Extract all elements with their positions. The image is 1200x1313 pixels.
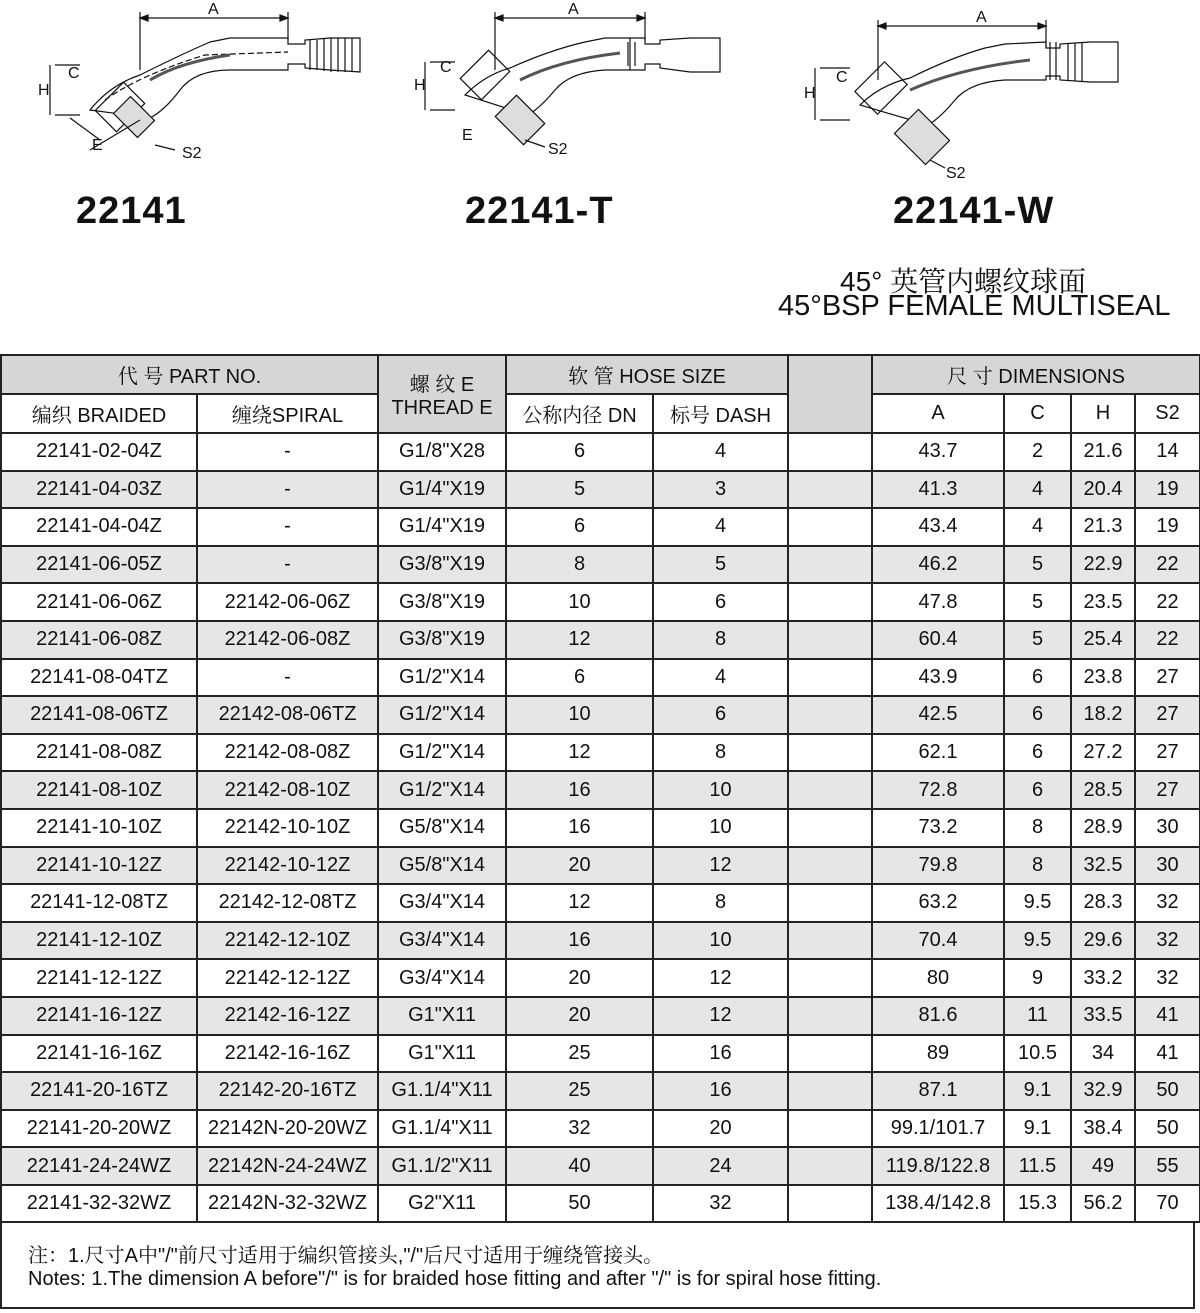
cell-braided: 22141-02-04Z [1, 433, 197, 471]
fitting-drawing-22141 [30, 0, 370, 180]
cell-a: 43.4 [872, 508, 1004, 546]
blank-cell [788, 471, 872, 509]
table-header-row [1, 355, 1200, 394]
cell-a: 63.2 [872, 884, 1004, 922]
cell-thread: G1/2"X14 [378, 696, 506, 734]
blank-cell [788, 583, 872, 621]
model-number: 22141 [76, 190, 187, 232]
cell-a: 42.5 [872, 696, 1004, 734]
table-row [1, 734, 1200, 772]
cell-dash: 5 [653, 546, 788, 584]
cell-dash: 4 [653, 659, 788, 697]
cell-spiral: 22142N-20-20WZ [197, 1110, 378, 1148]
cell-dash: 12 [653, 997, 788, 1035]
cell-thread: G3/8"X19 [378, 621, 506, 659]
cell-dash: 10 [653, 809, 788, 847]
cell-h: 32.9 [1071, 1072, 1135, 1110]
cell-s2: 50 [1135, 1110, 1200, 1148]
dim-h-header: H [1071, 394, 1135, 433]
dim-h-label: H [414, 77, 426, 94]
cell-braided: 22141-06-08Z [1, 621, 197, 659]
cell-h: 49 [1071, 1147, 1135, 1185]
cell-braided: 22141-08-08Z [1, 734, 197, 772]
table-row [1, 696, 1200, 734]
blank-cell [788, 433, 872, 471]
cell-s2: 30 [1135, 847, 1200, 885]
cell-h: 23.5 [1071, 583, 1135, 621]
blank-cell [788, 997, 872, 1035]
cell-a: 70.4 [872, 922, 1004, 960]
cell-c: 9.1 [1004, 1110, 1071, 1148]
cell-s2: 14 [1135, 433, 1200, 471]
blank-cell [788, 659, 872, 697]
cell-dn: 20 [506, 997, 653, 1035]
cell-spiral: 22142-06-08Z [197, 621, 378, 659]
cell-braided: 22141-16-12Z [1, 997, 197, 1035]
cell-h: 27.2 [1071, 734, 1135, 772]
cell-c: 4 [1004, 508, 1071, 546]
thread-header: 螺 纹 E THREAD E [378, 355, 506, 433]
cell-c: 9.5 [1004, 922, 1071, 960]
table-row [1, 809, 1200, 847]
blank-cell [788, 847, 872, 885]
dim-c-label: C [68, 65, 80, 82]
cell-spiral: 22142-12-08TZ [197, 884, 378, 922]
blank-cell [788, 696, 872, 734]
cell-thread: G5/8"X14 [378, 847, 506, 885]
cell-c: 15.3 [1004, 1185, 1071, 1223]
cell-dn: 16 [506, 809, 653, 847]
cell-dn: 16 [506, 922, 653, 960]
cell-h: 38.4 [1071, 1110, 1135, 1148]
dim-c-header: C [1004, 394, 1071, 433]
cell-c: 5 [1004, 621, 1071, 659]
cell-s2: 50 [1135, 1072, 1200, 1110]
cell-dash: 12 [653, 847, 788, 885]
cell-s2: 22 [1135, 546, 1200, 584]
table-row [1, 1147, 1200, 1185]
cell-thread: G1.1/4"X11 [378, 1110, 506, 1148]
product-title-chinese: 45° 英管内螺纹球面 [840, 266, 1087, 297]
cell-braided: 22141-16-16Z [1, 1035, 197, 1073]
cell-dn: 6 [506, 508, 653, 546]
cell-dn: 25 [506, 1072, 653, 1110]
cell-h: 22.9 [1071, 546, 1135, 584]
cell-thread: G1.1/2"X11 [378, 1147, 506, 1185]
cell-h: 33.2 [1071, 959, 1135, 997]
cell-braided: 22141-12-10Z [1, 922, 197, 960]
fitting-drawing-22141-t [410, 0, 750, 180]
cell-dash: 8 [653, 884, 788, 922]
table-row [1, 583, 1200, 621]
cell-h: 28.9 [1071, 809, 1135, 847]
cell-s2: 32 [1135, 959, 1200, 997]
cell-spiral: 22142-08-08Z [197, 734, 378, 772]
cell-dn: 16 [506, 771, 653, 809]
dash-header: 标号 DASH [653, 394, 788, 433]
blank-cell [788, 1147, 872, 1185]
cell-spiral: 22142-10-10Z [197, 809, 378, 847]
cell-braided: 22141-32-32WZ [1, 1185, 197, 1223]
spiral-header: 缠绕SPIRAL [197, 394, 378, 433]
blank-cell [788, 621, 872, 659]
dim-s2-label: S2 [946, 165, 966, 182]
cell-c: 9 [1004, 959, 1071, 997]
cell-h: 18.2 [1071, 696, 1135, 734]
table-row [1, 1035, 1200, 1073]
cell-dn: 6 [506, 659, 653, 697]
cell-spiral: - [197, 508, 378, 546]
cell-thread: G1/4"X19 [378, 508, 506, 546]
dim-e-label: E [462, 127, 473, 144]
notes-box [0, 1221, 1195, 1309]
dim-s2-label: S2 [182, 145, 202, 162]
cell-a: 47.8 [872, 583, 1004, 621]
cell-spiral: 22142-12-10Z [197, 922, 378, 960]
cell-braided: 22141-06-06Z [1, 583, 197, 621]
cell-braided: 22141-10-10Z [1, 809, 197, 847]
spec-table [0, 354, 1200, 1223]
cell-h: 33.5 [1071, 997, 1135, 1035]
cell-a: 87.1 [872, 1072, 1004, 1110]
cell-dash: 6 [653, 696, 788, 734]
table-row [1, 659, 1200, 697]
cell-dn: 5 [506, 471, 653, 509]
cell-s2: 27 [1135, 734, 1200, 772]
product-title-english: 45°BSP FEMALE MULTISEAL [778, 290, 1171, 322]
cell-thread: G3/8"X19 [378, 546, 506, 584]
cell-thread: G1"X11 [378, 997, 506, 1035]
dim-e-label: E [92, 137, 103, 154]
table-row [1, 433, 1200, 471]
cell-dash: 4 [653, 433, 788, 471]
cell-s2: 27 [1135, 771, 1200, 809]
dim-a-header: A [872, 394, 1004, 433]
cell-spiral: 22142-10-12Z [197, 847, 378, 885]
cell-dash: 4 [653, 508, 788, 546]
cell-c: 6 [1004, 696, 1071, 734]
cell-a: 119.8/122.8 [872, 1147, 1004, 1185]
cell-dash: 8 [653, 734, 788, 772]
cell-h: 21.3 [1071, 508, 1135, 546]
table-row [1, 959, 1200, 997]
dim-h-label: H [38, 82, 50, 99]
blank-cell [788, 1072, 872, 1110]
cell-dash: 3 [653, 471, 788, 509]
cell-a: 81.6 [872, 997, 1004, 1035]
part-no-header: 代 号 PART NO. [1, 355, 378, 394]
cell-c: 5 [1004, 583, 1071, 621]
cell-thread: G1/2"X14 [378, 771, 506, 809]
cell-spiral: 22142-20-16TZ [197, 1072, 378, 1110]
blank-cell [788, 922, 872, 960]
note-english: Notes: 1.The dimension A before"/" is for braided hose fitting and after "/" is for spiral hose fitting. [28, 1268, 882, 1290]
cell-c: 6 [1004, 771, 1071, 809]
cell-thread: G1.1/4"X11 [378, 1072, 506, 1110]
cell-spiral: - [197, 471, 378, 509]
cell-a: 62.1 [872, 734, 1004, 772]
table-row [1, 621, 1200, 659]
dim-h-label: H [804, 85, 816, 102]
cell-braided: 22141-20-16TZ [1, 1072, 197, 1110]
dn-header: 公称内径 DN [506, 394, 653, 433]
dimensions-header: 尺 寸 DIMENSIONS [872, 355, 1200, 394]
cell-h: 23.8 [1071, 659, 1135, 697]
cell-braided: 22141-08-04TZ [1, 659, 197, 697]
cell-c: 6 [1004, 734, 1071, 772]
blank-cell [788, 884, 872, 922]
cell-s2: 32 [1135, 922, 1200, 960]
cell-h: 25.4 [1071, 621, 1135, 659]
dim-s2-header: S2 [1135, 394, 1200, 433]
cell-thread: G1"X11 [378, 1035, 506, 1073]
cell-c: 9.5 [1004, 884, 1071, 922]
cell-dn: 6 [506, 433, 653, 471]
cell-braided: 22141-20-20WZ [1, 1110, 197, 1148]
cell-spiral: 22142-16-16Z [197, 1035, 378, 1073]
blank-cell [788, 1185, 872, 1223]
cell-dash: 24 [653, 1147, 788, 1185]
cell-a: 41.3 [872, 471, 1004, 509]
cell-spiral: 22142-08-06TZ [197, 696, 378, 734]
cell-s2: 19 [1135, 471, 1200, 509]
dim-a-label: A [976, 9, 987, 26]
cell-thread: G3/8"X19 [378, 583, 506, 621]
hose-size-header: 软 管 HOSE SIZE [506, 355, 788, 394]
cell-spiral: 22142-06-06Z [197, 583, 378, 621]
model-number: 22141-W [893, 190, 1055, 232]
cell-spiral: 22142N-32-32WZ [197, 1185, 378, 1223]
cell-dash: 20 [653, 1110, 788, 1148]
cell-h: 28.3 [1071, 884, 1135, 922]
cell-dn: 40 [506, 1147, 653, 1185]
dim-c-label: C [440, 59, 452, 76]
cell-a: 79.8 [872, 847, 1004, 885]
cell-thread: G1/8"X28 [378, 433, 506, 471]
cell-s2: 30 [1135, 809, 1200, 847]
cell-h: 21.6 [1071, 433, 1135, 471]
cell-spiral: - [197, 433, 378, 471]
cell-dash: 8 [653, 621, 788, 659]
table-row [1, 508, 1200, 546]
cell-dash: 10 [653, 771, 788, 809]
blank-cell [788, 809, 872, 847]
fitting-drawing-22141-w [800, 0, 1140, 190]
cell-s2: 32 [1135, 884, 1200, 922]
dim-a-label: A [208, 1, 219, 18]
cell-braided: 22141-12-08TZ [1, 884, 197, 922]
cell-dash: 32 [653, 1185, 788, 1223]
cell-a: 80 [872, 959, 1004, 997]
cell-dash: 12 [653, 959, 788, 997]
cell-s2: 70 [1135, 1185, 1200, 1223]
cell-dn: 20 [506, 959, 653, 997]
cell-c: 11 [1004, 997, 1071, 1035]
cell-s2: 22 [1135, 621, 1200, 659]
note-chinese: 注：1.尺寸A中"/"前尺寸适用于编织管接头,"/"后尺寸适用于缠绕管接头。 [28, 1245, 664, 1267]
cell-spiral: - [197, 546, 378, 584]
cell-braided: 22141-04-04Z [1, 508, 197, 546]
cell-thread: G3/4"X14 [378, 884, 506, 922]
cell-thread: G3/4"X14 [378, 959, 506, 997]
cell-h: 56.2 [1071, 1185, 1135, 1223]
table-row [1, 1185, 1200, 1223]
cell-a: 73.2 [872, 809, 1004, 847]
blank-column-header [788, 355, 872, 433]
blank-cell [788, 1110, 872, 1148]
cell-a: 72.8 [872, 771, 1004, 809]
dim-a-label: A [568, 1, 579, 18]
cell-braided: 22141-08-10Z [1, 771, 197, 809]
cell-c: 4 [1004, 471, 1071, 509]
cell-dn: 20 [506, 847, 653, 885]
cell-dash: 10 [653, 922, 788, 960]
cell-braided: 22141-06-05Z [1, 546, 197, 584]
cell-thread: G5/8"X14 [378, 809, 506, 847]
table-row [1, 546, 1200, 584]
cell-spiral: - [197, 659, 378, 697]
cell-braided: 22141-12-12Z [1, 959, 197, 997]
cell-a: 43.9 [872, 659, 1004, 697]
cell-h: 29.6 [1071, 922, 1135, 960]
cell-thread: G2"X11 [378, 1185, 506, 1223]
cell-c: 9.1 [1004, 1072, 1071, 1110]
cell-s2: 41 [1135, 997, 1200, 1035]
braided-header: 编织 BRAIDED [1, 394, 197, 433]
cell-s2: 27 [1135, 696, 1200, 734]
cell-dn: 10 [506, 696, 653, 734]
blank-cell [788, 508, 872, 546]
cell-thread: G1/2"X14 [378, 734, 506, 772]
cell-a: 46.2 [872, 546, 1004, 584]
cell-s2: 19 [1135, 508, 1200, 546]
cell-dash: 16 [653, 1035, 788, 1073]
cell-c: 8 [1004, 809, 1071, 847]
blank-cell [788, 1035, 872, 1073]
cell-s2: 41 [1135, 1035, 1200, 1073]
cell-c: 8 [1004, 847, 1071, 885]
table-row [1, 884, 1200, 922]
blank-cell [788, 771, 872, 809]
cell-h: 20.4 [1071, 471, 1135, 509]
cell-h: 28.5 [1071, 771, 1135, 809]
cell-dn: 10 [506, 583, 653, 621]
table-row [1, 471, 1200, 509]
cell-h: 34 [1071, 1035, 1135, 1073]
model-number: 22141-T [465, 190, 614, 232]
cell-a: 138.4/142.8 [872, 1185, 1004, 1223]
cell-spiral: 22142-08-10Z [197, 771, 378, 809]
cell-spiral: 22142-16-12Z [197, 997, 378, 1035]
cell-a: 43.7 [872, 433, 1004, 471]
cell-c: 11.5 [1004, 1147, 1071, 1185]
cell-dn: 12 [506, 734, 653, 772]
table-row [1, 922, 1200, 960]
cell-dn: 32 [506, 1110, 653, 1148]
cell-braided: 22141-10-12Z [1, 847, 197, 885]
cell-dn: 25 [506, 1035, 653, 1073]
table-subheader-row [1, 394, 1200, 433]
cell-c: 2 [1004, 433, 1071, 471]
cell-thread: G1/4"X19 [378, 471, 506, 509]
cell-h: 32.5 [1071, 847, 1135, 885]
table-row [1, 997, 1200, 1035]
cell-s2: 22 [1135, 583, 1200, 621]
table-row [1, 847, 1200, 885]
cell-c: 10.5 [1004, 1035, 1071, 1073]
cell-c: 5 [1004, 546, 1071, 584]
cell-dn: 50 [506, 1185, 653, 1223]
cell-dn: 8 [506, 546, 653, 584]
blank-cell [788, 734, 872, 772]
cell-spiral: 22142-12-12Z [197, 959, 378, 997]
cell-dash: 6 [653, 583, 788, 621]
cell-a: 99.1/101.7 [872, 1110, 1004, 1148]
cell-thread: G3/4"X14 [378, 922, 506, 960]
cell-dash: 16 [653, 1072, 788, 1110]
cell-braided: 22141-04-03Z [1, 471, 197, 509]
cell-a: 89 [872, 1035, 1004, 1073]
cell-braided: 22141-08-06TZ [1, 696, 197, 734]
cell-spiral: 22142N-24-24WZ [197, 1147, 378, 1185]
cell-a: 60.4 [872, 621, 1004, 659]
cell-braided: 22141-24-24WZ [1, 1147, 197, 1185]
table-row [1, 1072, 1200, 1110]
dim-s2-label: S2 [548, 141, 568, 158]
dim-c-label: C [836, 69, 848, 86]
cell-dn: 12 [506, 621, 653, 659]
table-row [1, 771, 1200, 809]
cell-c: 6 [1004, 659, 1071, 697]
cell-s2: 27 [1135, 659, 1200, 697]
cell-thread: G1/2"X14 [378, 659, 506, 697]
blank-cell [788, 546, 872, 584]
blank-cell [788, 959, 872, 997]
cell-dn: 12 [506, 884, 653, 922]
cell-s2: 55 [1135, 1147, 1200, 1185]
table-row [1, 1110, 1200, 1148]
